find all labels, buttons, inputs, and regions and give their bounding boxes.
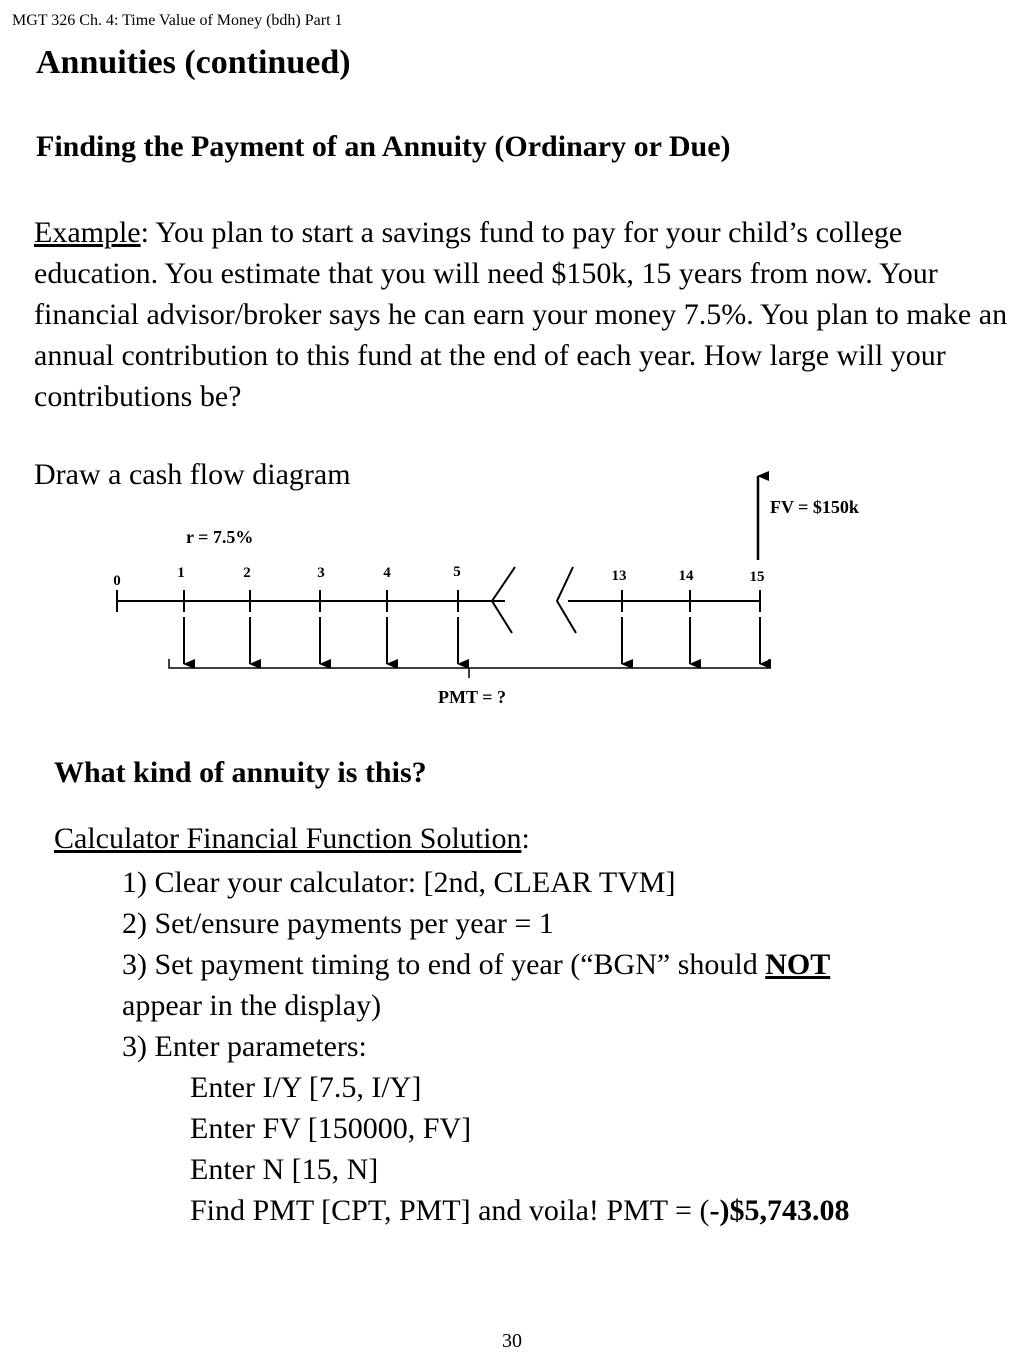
period-label-3: 3 (317, 565, 325, 581)
step-4: 3) Enter parameters: (122, 1030, 367, 1063)
calc-heading (54, 822, 530, 856)
period-label-14: 14 (678, 568, 694, 584)
step-3 (122, 944, 830, 985)
period-label-13: 13 (611, 568, 627, 584)
period-label-0: 0 (113, 573, 121, 589)
step-3-text: 3) Set payment timing to end of year (“BGN” should (122, 948, 766, 981)
example-text: : You plan to start a savings fund to pay for your child’s college education. You estimate that you will need $150k, 15 years from now. Your financial advisor/broker says he can earn your money 7.5%. You plan to make an annual contribution to this fund at the end of each year. How large will your contributions be? (34, 216, 1008, 413)
step-1: 1) Clear your calculator: [2nd, CLEAR TVM] (122, 866, 676, 899)
sub-step-3 (190, 1149, 378, 1190)
sub-step-4 (190, 1190, 849, 1231)
period-label-4: 4 (383, 565, 391, 581)
period-label-2: 2 (243, 565, 251, 581)
sub-step-1 (190, 1067, 421, 1108)
pmt-sign: -) (709, 1194, 730, 1227)
sub-step-2-text: Enter FV [150000, FV] (190, 1112, 472, 1145)
pmt-label: PMT = ? (438, 687, 506, 707)
example-paragraph (34, 212, 1009, 417)
sub-step-2 (190, 1108, 471, 1149)
sub-step-4-text: Find PMT [CPT, PMT] and voila! PMT = ( (190, 1194, 710, 1227)
pmt-value: $5,743.08 (729, 1194, 850, 1227)
fv-label: FV = $150k (770, 497, 859, 517)
period-label-5: 5 (453, 564, 461, 580)
example-label: Example (34, 216, 141, 249)
sub-step-3-text: Enter N [15, N] (190, 1153, 379, 1186)
step-3-not: NOT (765, 948, 831, 981)
step-3-continued: appear in the display) (122, 989, 382, 1022)
period-label-15: 15 (749, 569, 765, 585)
cash-flow-diagram (0, 470, 1024, 720)
page-number: 30 (502, 1330, 522, 1352)
calc-title-colon: : (521, 822, 530, 855)
period-label-1: 1 (177, 565, 185, 581)
draw-instruction: Draw a cash flow diagram (34, 458, 351, 491)
page-title: Annuities (continued) (36, 44, 351, 81)
annuity-question: What kind of annuity is this? (54, 756, 427, 789)
calc-title: Calculator Financial Function Solution (54, 822, 522, 855)
section-subtitle: Finding the Payment of an Annuity (Ordinary or Due) (36, 130, 731, 163)
pmt-bracket (169, 659, 769, 668)
step-2: 2) Set/ensure payments per year = 1 (122, 907, 554, 940)
document-header: MGT 326 Ch. 4: Time Value of Money (bdh) Part 1 (12, 12, 343, 29)
sub-step-1-text: Enter I/Y [7.5, I/Y] (190, 1071, 422, 1104)
rate-label: r = 7.5% (186, 527, 254, 547)
